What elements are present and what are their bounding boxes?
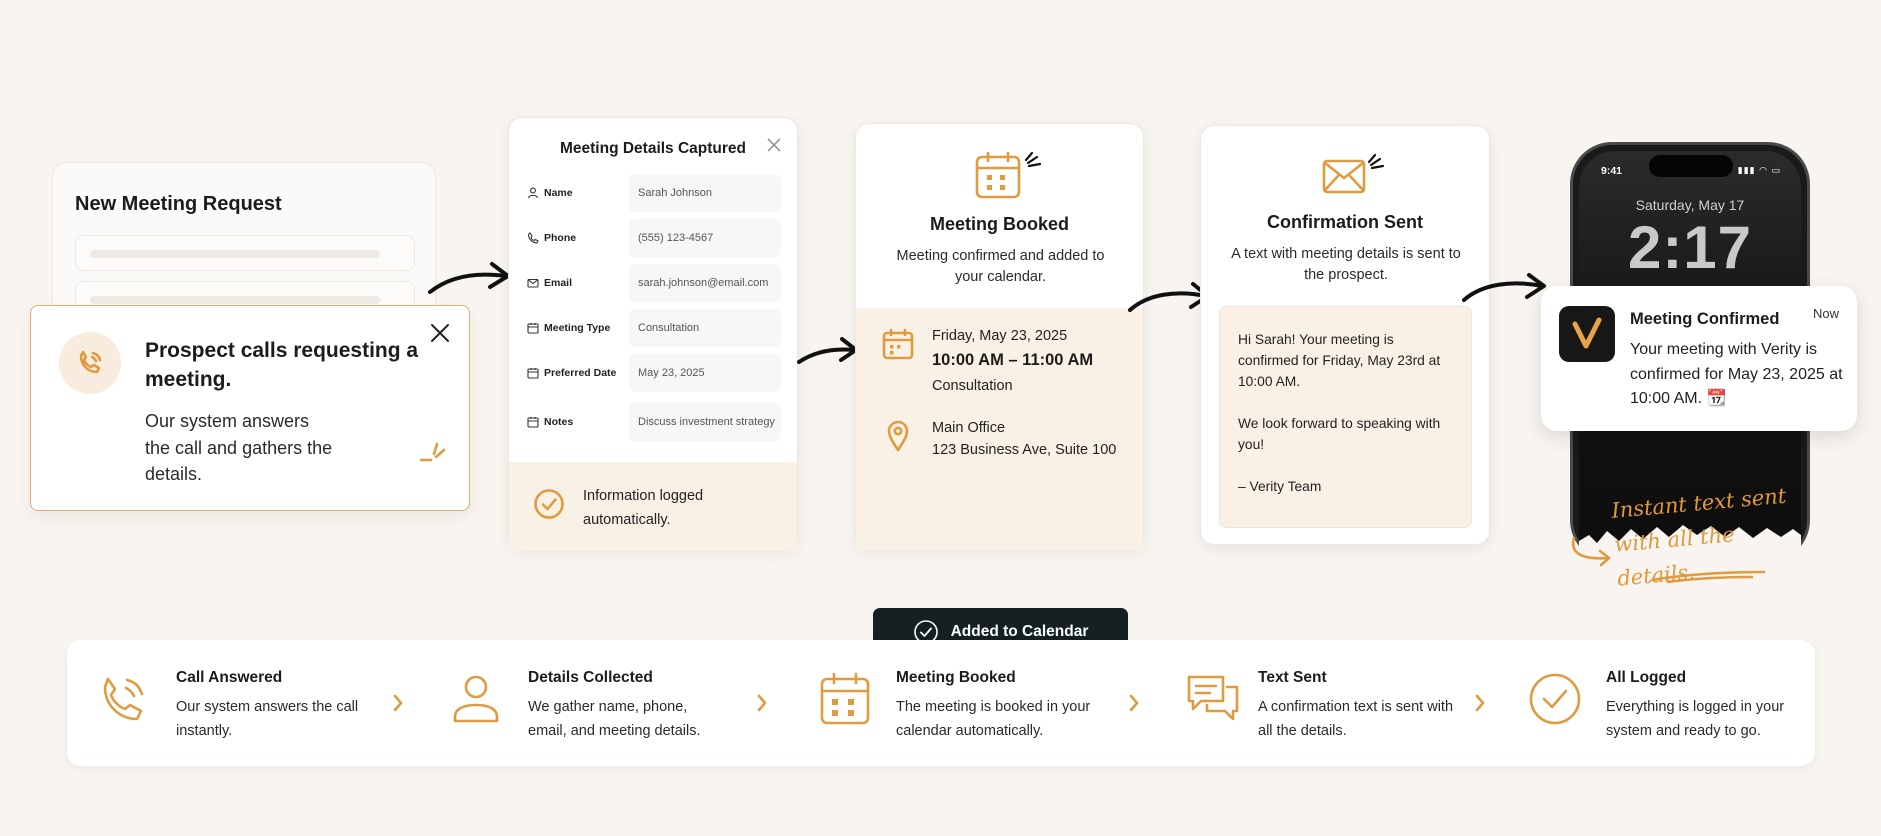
- chevron-right-icon: [755, 692, 769, 714]
- field-value: Consultation: [629, 309, 781, 347]
- lock-screen-clock: 2:17: [1627, 214, 1753, 281]
- step-text: A confirmation text is sent with all the details.: [1258, 699, 1454, 739]
- step-call-answered: [67, 640, 397, 766]
- calendar-icon: [527, 367, 539, 379]
- check-circle-icon: [533, 488, 565, 520]
- field-value: (555) 123-4567: [629, 219, 781, 257]
- booking-type: Consultation: [932, 378, 1013, 394]
- field-label: Email: [544, 277, 573, 289]
- notification-title: Meeting Confirmed: [1630, 310, 1780, 328]
- step-title: Details Collected: [528, 669, 653, 686]
- message-paragraph: We look forward to speaking with you!: [1238, 416, 1441, 452]
- step-text-sent: [1177, 640, 1507, 766]
- step-title: Meeting Booked: [896, 669, 1016, 686]
- envelope-icon: [1321, 152, 1387, 196]
- field-value: Sarah Johnson: [629, 174, 781, 212]
- location-pin-icon: [886, 420, 910, 452]
- underline-stroke-icon: [1648, 568, 1768, 584]
- phone-notch: [1649, 155, 1733, 177]
- step-title: Call Answered: [176, 669, 283, 686]
- calendar-icon: [527, 322, 539, 334]
- booking-details: [856, 308, 1143, 640]
- chevron-right-icon: [1127, 692, 1141, 714]
- meeting-details-card: [508, 117, 798, 550]
- step-details-collected: [437, 640, 767, 766]
- message-paragraph: Hi Sarah! Your meeting is confirmed for Friday, May 23rd at 10:00 AM.: [1238, 332, 1441, 389]
- flow-arrow-icon: [796, 334, 862, 368]
- meeting-booked-card: [855, 123, 1144, 640]
- booking-time: 10:00 AM – 11:00 AM: [932, 351, 1094, 369]
- prospect-card-body: Our system answers the call and gathers the details.: [145, 411, 333, 484]
- field-value: Discuss investment strategy: [629, 403, 781, 441]
- confirm-card-title: Confirmation Sent: [1267, 212, 1423, 232]
- prospect-call-card: [30, 305, 470, 511]
- details-field-row: [527, 219, 781, 257]
- details-field-row: [527, 309, 781, 347]
- status-bar-icons: ▮▮▮ ◠ ▭: [1737, 165, 1781, 175]
- calendar-icon: [819, 671, 871, 727]
- confirmation-sent-card: [1200, 125, 1490, 545]
- details-field-row: [527, 174, 781, 212]
- process-steps-strip: [67, 640, 1815, 766]
- step-meeting-booked: [807, 640, 1137, 766]
- field-label: Preferred Date: [544, 367, 617, 379]
- user-icon: [451, 671, 501, 727]
- location-address: 123 Business Ave, Suite 100: [932, 442, 1117, 458]
- notification-time: Now: [1812, 306, 1839, 321]
- curved-arrow-icon: [1568, 534, 1616, 568]
- close-icon[interactable]: [427, 320, 453, 346]
- placeholder-field: [75, 235, 415, 271]
- details-field-row: [527, 264, 781, 302]
- close-icon[interactable]: [767, 138, 781, 152]
- details-card-title: Meeting Details Captured: [559, 140, 747, 157]
- flow-arrow-icon: [1462, 272, 1550, 306]
- lock-screen-date: Saturday, May 17: [1635, 197, 1745, 213]
- chat-icon: [1185, 671, 1241, 727]
- calendar-icon: [882, 328, 914, 360]
- details-footer-text: Information logged automatically.: [583, 488, 704, 528]
- added-to-calendar-label: Added to Calendar: [950, 622, 1089, 640]
- details-footer: [509, 462, 797, 551]
- confirmation-message: [1219, 306, 1472, 528]
- phone-ringing-icon: [95, 671, 151, 727]
- new-meeting-request-title: New Meeting Request: [75, 193, 282, 215]
- location-name: Main Office: [932, 420, 1006, 436]
- booked-card-subtitle: Meeting confirmed and added to your calendar.: [896, 248, 1105, 285]
- flow-arrow-icon: [428, 258, 514, 298]
- phone-icon: [527, 232, 539, 244]
- field-value: May 23, 2025: [629, 354, 781, 392]
- booking-date: Friday, May 23, 2025: [932, 328, 1068, 344]
- phone-ringing-icon: [59, 332, 121, 394]
- details-field-row: [527, 354, 781, 392]
- calendar-icon: [974, 150, 1046, 202]
- spark-decoration-icon: [417, 440, 447, 470]
- chevron-right-icon: [391, 692, 405, 714]
- details-field-row: [527, 403, 781, 441]
- user-icon: [527, 187, 539, 199]
- calendar-icon: [527, 416, 539, 428]
- notification-body: Your meeting with Verity is confirmed for May 23, 2025 at 10:00 AM. 📆: [1630, 341, 1843, 407]
- field-value: sarah.johnson@email.com: [629, 264, 781, 302]
- message-signature: – Verity Team: [1238, 479, 1322, 494]
- mail-icon: [527, 277, 539, 289]
- new-meeting-request-card: [52, 162, 436, 322]
- confirm-card-subtitle: A text with meeting details is sent to the prospect.: [1231, 246, 1461, 283]
- notification-banner[interactable]: [1541, 286, 1857, 431]
- verity-logo-icon: [1559, 306, 1615, 362]
- step-all-logged: [1527, 640, 1815, 766]
- field-label: Name: [544, 187, 573, 199]
- field-label: Phone: [544, 232, 577, 244]
- step-text: The meeting is booked in your calendar automatically.: [896, 699, 1091, 739]
- step-text: We gather name, phone, email, and meeting details.: [528, 699, 701, 739]
- field-label: Meeting Type: [544, 322, 611, 334]
- chevron-right-icon: [1473, 692, 1487, 714]
- step-title: All Logged: [1606, 669, 1687, 686]
- field-label: Notes: [544, 416, 574, 428]
- check-circle-icon: [1527, 671, 1583, 727]
- prospect-card-title: Prospect calls requesting a meeting.: [145, 339, 419, 391]
- step-text: Everything is logged in your system and ready to go.: [1606, 699, 1785, 739]
- handwritten-note: Instant text sent with all the details.: [1610, 483, 1788, 591]
- step-title: Text Sent: [1258, 669, 1327, 686]
- booked-card-title: Meeting Booked: [929, 214, 1069, 234]
- step-text: Our system answers the call instantly.: [176, 699, 359, 739]
- status-bar-time: 9:41: [1601, 165, 1623, 177]
